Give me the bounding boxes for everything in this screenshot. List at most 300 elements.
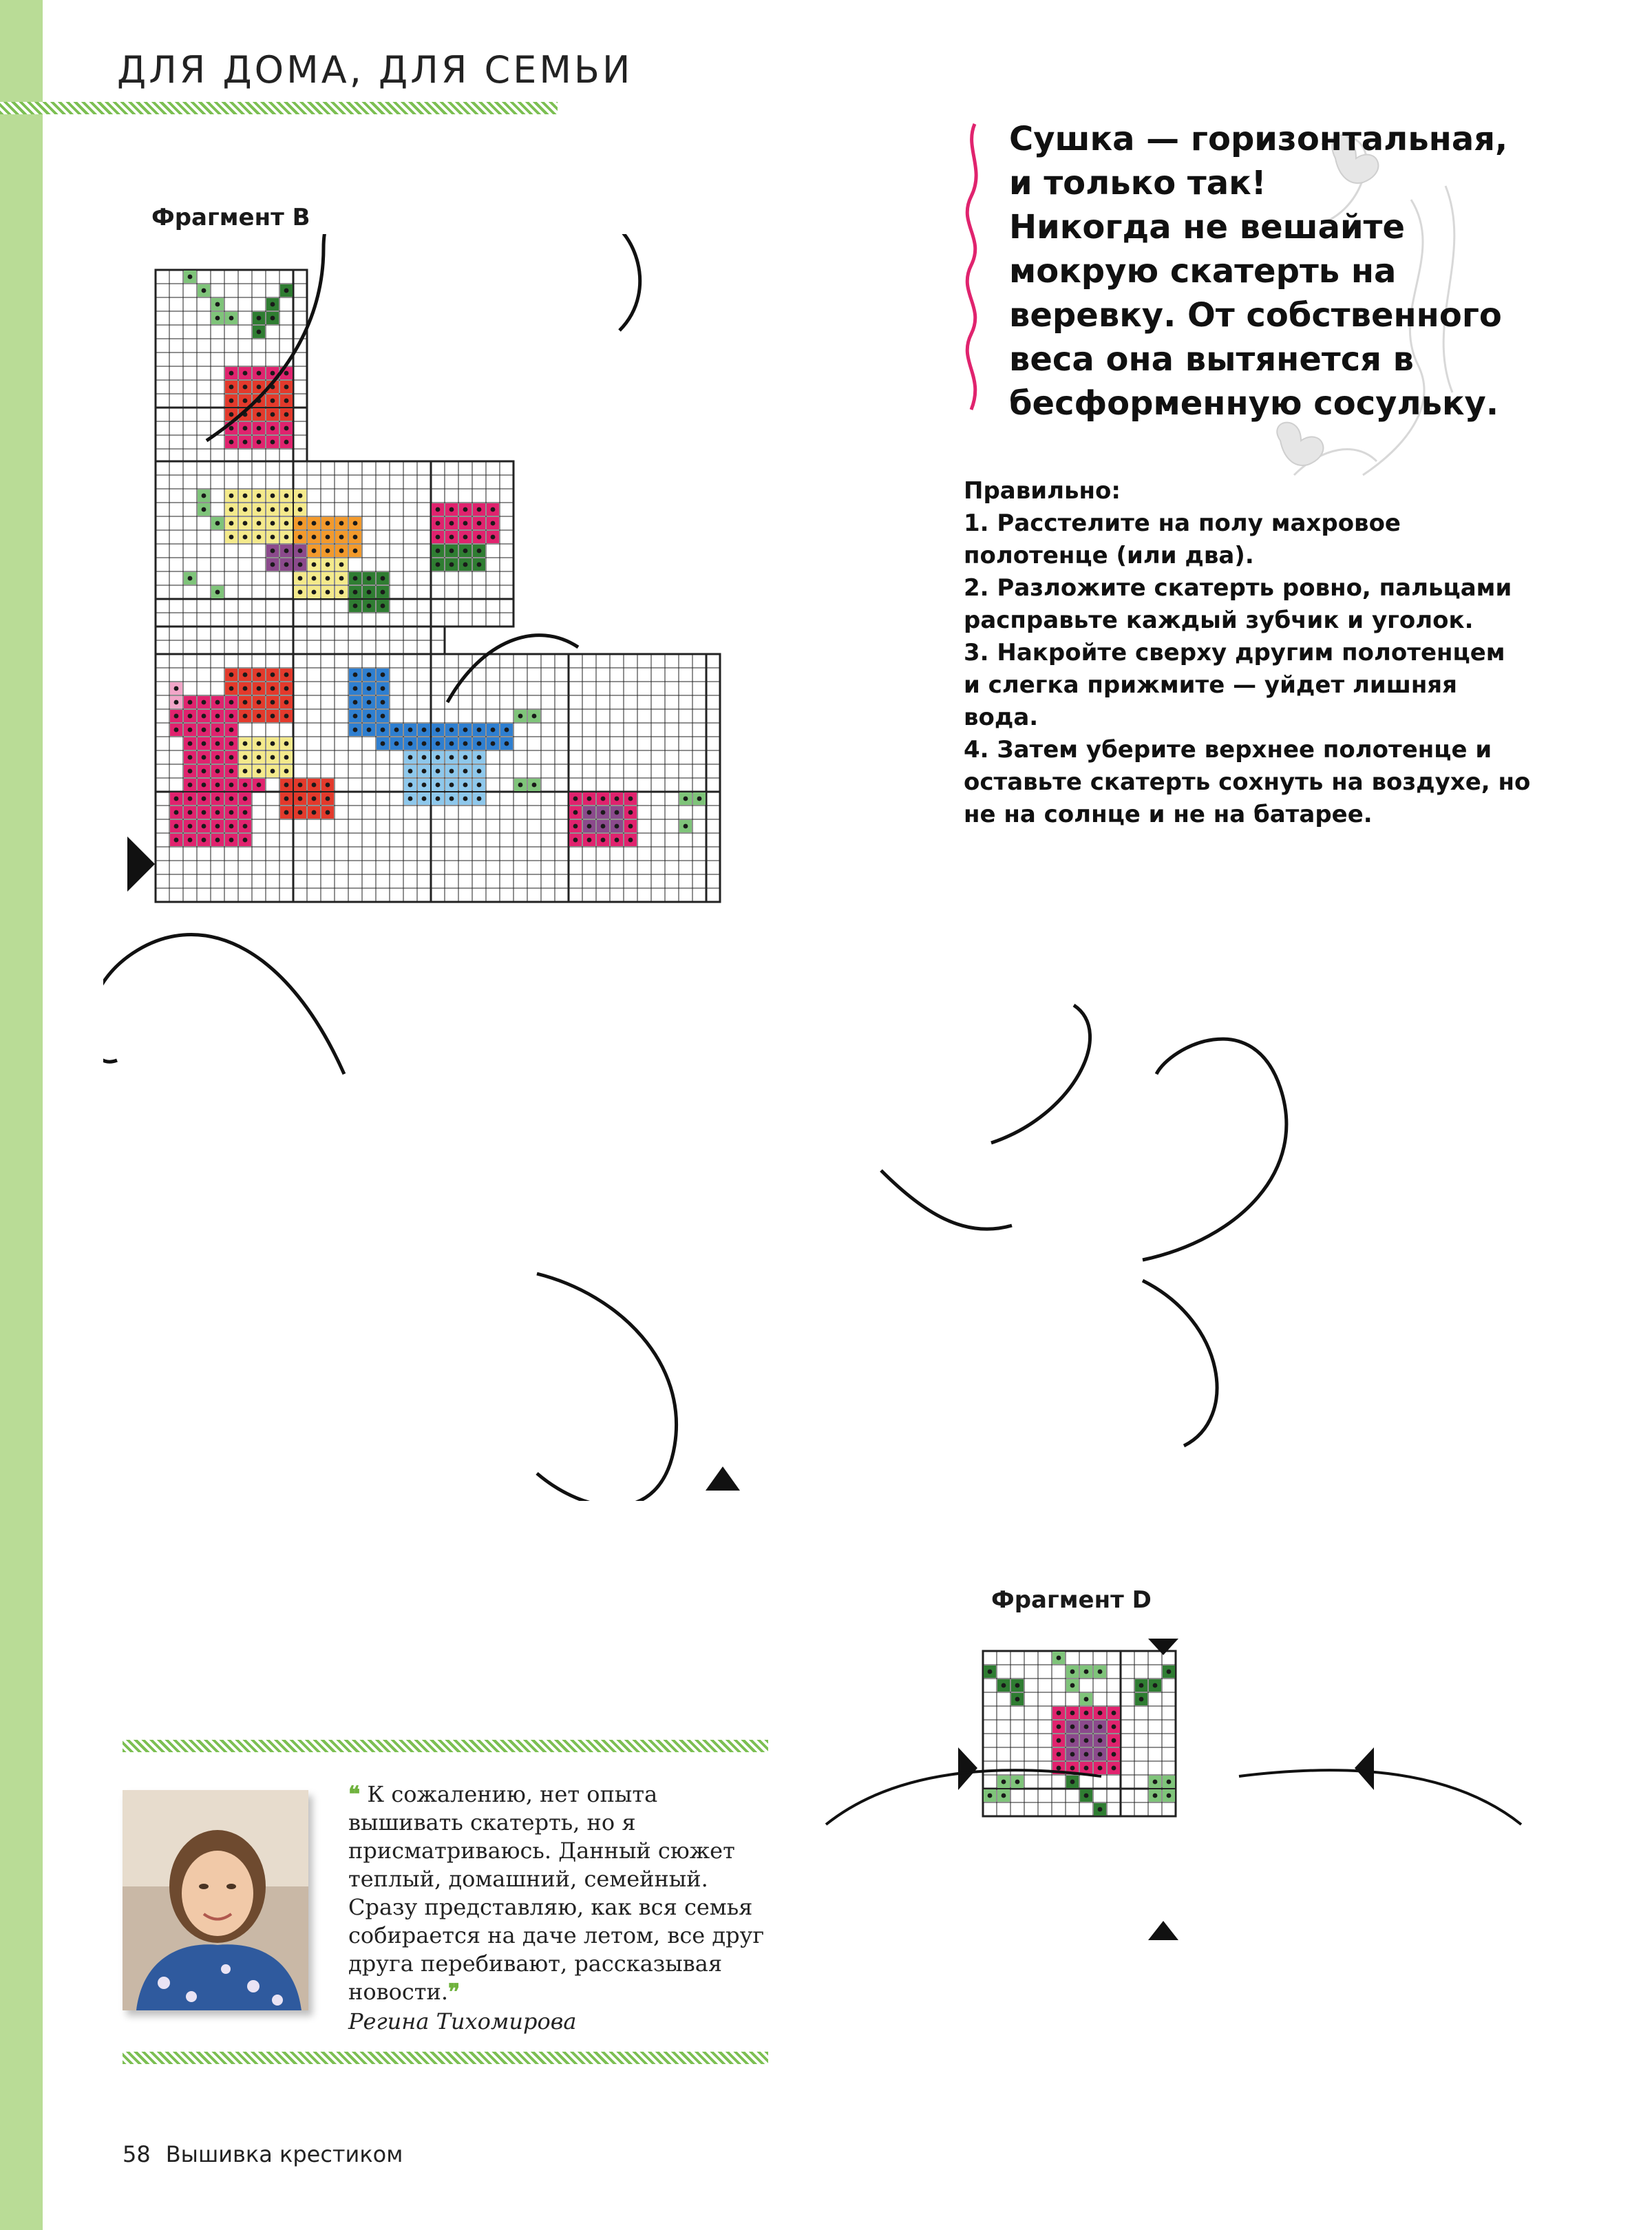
stitch-symbol	[1084, 1766, 1089, 1771]
stitch-symbol	[436, 562, 441, 567]
stitch-symbol	[367, 604, 372, 609]
stitch-symbol	[243, 824, 248, 829]
stitch-symbol	[1098, 1725, 1103, 1729]
quote-line: друга перебивают, рассказывая	[348, 1950, 722, 1977]
stitch-symbol	[271, 673, 275, 677]
stitch-symbol	[243, 426, 248, 431]
stitch-symbol	[243, 783, 248, 788]
stitch-symbol	[339, 549, 344, 554]
magazine-title: Вышивка крестиком	[165, 2141, 403, 2167]
instruction-line: 3. Накройте сверху другим полотенцем	[964, 639, 1505, 666]
stitch-symbol	[449, 741, 454, 746]
stitch-symbol	[436, 521, 441, 526]
stitch-symbol	[243, 371, 248, 376]
stitch-symbol	[491, 507, 496, 512]
stitch-symbol	[1057, 1656, 1061, 1661]
stitch-symbol	[298, 576, 303, 581]
stitch-symbol	[436, 549, 441, 554]
instruction-line: не на солнце и не на батарее.	[964, 801, 1373, 828]
stitch-symbol	[573, 838, 578, 843]
stitch-symbol	[408, 769, 413, 774]
stitch-symbol	[436, 755, 441, 760]
stitch-symbol	[697, 797, 702, 801]
stitch-symbol	[1084, 1670, 1089, 1674]
stitch-symbol	[298, 507, 303, 512]
stitch-symbol	[463, 769, 468, 774]
stitch-symbol	[1167, 1780, 1172, 1785]
center-arrow-icon	[1355, 1747, 1374, 1790]
stitch-symbol	[215, 302, 220, 307]
tip-bracket-icon	[961, 120, 988, 423]
stitch-symbol	[1153, 1683, 1158, 1688]
stitch-symbol	[188, 700, 193, 705]
stitch-symbol	[988, 1670, 993, 1674]
stitch-symbol	[257, 330, 262, 335]
close-quote-icon: ❞	[448, 1979, 460, 2005]
stitch-symbol	[229, 741, 234, 746]
stitch-symbol	[229, 824, 234, 829]
tip-line: и только так!	[1009, 164, 1267, 202]
quote-line: собирается на даче летом, все друг	[348, 1922, 765, 1948]
tip-line: веревку. От собственного	[1009, 296, 1502, 335]
stitch-symbol	[408, 797, 413, 801]
stitch-symbol	[1139, 1683, 1144, 1688]
stitch-symbol	[532, 783, 537, 788]
stitch-symbol	[477, 769, 482, 774]
stitch-symbol	[628, 810, 633, 815]
stitch-symbol	[326, 797, 330, 801]
swirl-stroke	[1143, 1281, 1217, 1446]
swirl-stroke	[103, 935, 344, 1075]
stitch-symbol	[381, 700, 385, 705]
stitch-symbol	[202, 728, 206, 733]
center-arrow-icon	[706, 1466, 740, 1491]
stitch-symbol	[477, 549, 482, 554]
stitch-symbol	[477, 728, 482, 733]
stitch-symbol	[243, 769, 248, 774]
stitch-symbol	[229, 700, 234, 705]
stitch-symbol	[518, 714, 523, 719]
stitch-symbol	[422, 769, 427, 774]
stitch-symbol	[615, 824, 620, 829]
stitch-symbol	[284, 741, 289, 746]
stitch-symbol	[243, 521, 248, 526]
instruction-line: 1. Расстелите на полу махровое	[964, 509, 1401, 537]
stitch-symbol	[477, 755, 482, 760]
stitch-symbol	[367, 714, 372, 719]
stitch-symbol	[367, 576, 372, 581]
stitch-symbol	[271, 714, 275, 719]
open-quote-icon: ❝	[348, 1781, 361, 1807]
stitch-symbol	[1153, 1780, 1158, 1785]
stitch-symbol	[449, 783, 454, 788]
stitch-symbol	[271, 371, 275, 376]
stitch-symbol	[1112, 1725, 1116, 1729]
quote-top-band	[123, 1740, 768, 1752]
stitch-symbol	[243, 741, 248, 746]
stitch-symbol	[518, 783, 523, 788]
stitch-symbol	[188, 783, 193, 788]
side-color-strip	[0, 0, 43, 2230]
stitch-symbol	[188, 824, 193, 829]
stitch-symbol	[353, 535, 358, 540]
stitch-symbol	[436, 769, 441, 774]
instruction-line: вода.	[964, 704, 1039, 731]
swirl-stroke	[1239, 1770, 1521, 1824]
stitch-symbol	[408, 728, 413, 733]
fragment-d-label: Фрагмент D	[991, 1586, 1152, 1614]
stitch-symbol	[215, 741, 220, 746]
stitch-symbol	[367, 700, 372, 705]
stitch-symbol	[477, 535, 482, 540]
stitch-symbol	[257, 494, 262, 498]
header-decorative-band	[0, 102, 558, 114]
stitch-symbol	[1002, 1683, 1006, 1688]
stitch-symbol	[215, 728, 220, 733]
stitch-symbol	[367, 686, 372, 691]
center-arrow-icon	[1148, 1921, 1178, 1940]
stitch-symbol	[449, 755, 454, 760]
tip-text	[1009, 117, 1546, 425]
stitch-symbol	[587, 838, 592, 843]
stitch-symbol	[271, 426, 275, 431]
stitch-symbol	[353, 673, 358, 677]
stitch-symbol	[1057, 1766, 1061, 1771]
stitch-symbol	[615, 838, 620, 843]
stitch-symbol	[312, 783, 317, 788]
stitch-symbol	[257, 426, 262, 431]
stitch-symbol	[243, 714, 248, 719]
stitch-symbol	[1084, 1752, 1089, 1757]
stitch-symbol	[1084, 1738, 1089, 1743]
stitch-symbol	[587, 810, 592, 815]
stitch-symbol	[271, 494, 275, 498]
stitch-symbol	[188, 275, 193, 280]
stitch-symbol	[491, 728, 496, 733]
stitch-symbol	[339, 535, 344, 540]
stitch-symbol	[271, 741, 275, 746]
stitch-symbol	[463, 741, 468, 746]
stitch-symbol	[532, 714, 537, 719]
page-number: 58	[123, 2141, 151, 2167]
stitch-symbol	[284, 700, 289, 705]
quote-line: новости.	[348, 1979, 448, 2005]
stitch-symbol	[271, 549, 275, 554]
stitch-symbol	[436, 507, 441, 512]
stitch-symbol	[257, 507, 262, 512]
stitch-symbol	[573, 810, 578, 815]
stitch-symbol	[463, 521, 468, 526]
stitch-symbol	[215, 755, 220, 760]
stitch-symbol	[422, 741, 427, 746]
center-arrow-icon	[127, 837, 155, 892]
stitch-symbol	[353, 728, 358, 733]
stitch-symbol	[188, 714, 193, 719]
stitch-symbol	[271, 755, 275, 760]
stitch-symbol	[188, 810, 193, 815]
stitch-symbol	[202, 700, 206, 705]
stitch-symbol	[1084, 1711, 1089, 1716]
stitch-symbol	[229, 521, 234, 526]
stitch-symbol	[271, 562, 275, 567]
stitch-symbol	[298, 797, 303, 801]
swirl-stroke	[881, 1170, 1012, 1229]
stitch-symbol	[257, 440, 262, 445]
instruction-line: полотенце (или два).	[964, 542, 1254, 569]
stitch-symbol	[215, 590, 220, 595]
stitch-symbol	[1084, 1794, 1089, 1798]
stitch-symbol	[1057, 1725, 1061, 1729]
stitch-symbol	[271, 700, 275, 705]
stitch-symbol	[449, 549, 454, 554]
stitch-symbol	[684, 797, 688, 801]
stitch-symbol	[988, 1794, 993, 1798]
stitch-symbol	[477, 507, 482, 512]
stitch-symbol	[491, 521, 496, 526]
stitch-symbol	[422, 783, 427, 788]
stitch-symbol	[326, 521, 330, 526]
stitch-symbol	[463, 562, 468, 567]
stitch-symbol	[229, 783, 234, 788]
stitch-symbol	[449, 797, 454, 801]
stitch-symbol	[298, 494, 303, 498]
stitch-symbol	[312, 521, 317, 526]
stitch-symbol	[257, 755, 262, 760]
stitch-symbol	[202, 288, 206, 293]
stitch-grid	[983, 1651, 1176, 1816]
instruction-line: и слегка прижмите — уйдет лишняя	[964, 671, 1457, 699]
quote-line: вышивать скатерть, но я	[348, 1809, 636, 1835]
stitch-symbol	[381, 714, 385, 719]
stitch-symbol	[339, 521, 344, 526]
stitch-symbol	[1015, 1683, 1020, 1688]
swirl-stroke	[592, 234, 640, 330]
stitch-symbol	[271, 686, 275, 691]
stitch-symbol	[284, 521, 289, 526]
stitch-symbol	[257, 700, 262, 705]
stitch-symbol	[381, 576, 385, 581]
stitch-symbol	[284, 686, 289, 691]
stitch-symbol	[202, 769, 206, 774]
stitch-symbol	[367, 673, 372, 677]
stitch-symbol	[229, 755, 234, 760]
stitch-symbol	[491, 741, 496, 746]
stitch-symbol	[215, 797, 220, 801]
stitch-symbol	[215, 521, 220, 526]
stitch-symbol	[188, 728, 193, 733]
stitch-symbol	[326, 562, 330, 567]
reader-quote	[348, 1780, 775, 2036]
stitch-symbol	[229, 769, 234, 774]
stitch-symbol	[1070, 1780, 1075, 1785]
stitch-symbol	[243, 440, 248, 445]
stitch-symbol	[284, 426, 289, 431]
stitch-symbol	[284, 797, 289, 801]
stitch-symbol	[215, 700, 220, 705]
stitch-symbol	[601, 824, 606, 829]
stitch-symbol	[353, 576, 358, 581]
stitch-symbol	[615, 797, 620, 801]
stitch-symbol	[628, 838, 633, 843]
stitch-symbol	[202, 824, 206, 829]
stitch-symbol	[271, 769, 275, 774]
stitch-symbol	[1015, 1697, 1020, 1702]
stitch-symbol	[1070, 1683, 1075, 1688]
stitch-symbol	[1057, 1738, 1061, 1743]
stitch-symbol	[367, 728, 372, 733]
stitch-grid	[156, 654, 720, 902]
stitch-symbol	[1098, 1711, 1103, 1716]
stitch-symbol	[477, 797, 482, 801]
center-arrow-icon	[958, 1747, 977, 1790]
quote-author: Регина Тихомирова	[348, 2008, 577, 2034]
stitch-symbol	[1112, 1711, 1116, 1716]
stitch-symbol	[257, 521, 262, 526]
stitch-symbol	[1070, 1725, 1075, 1729]
stitch-symbol	[436, 741, 441, 746]
tip-line: мокрую скатерть на	[1009, 252, 1397, 291]
stitch-symbol	[1070, 1752, 1075, 1757]
stitch-symbol	[1070, 1766, 1075, 1771]
stitch-symbol	[477, 562, 482, 567]
stitch-symbol	[573, 824, 578, 829]
stitch-symbol	[449, 728, 454, 733]
stitch-symbol	[229, 507, 234, 512]
stitch-symbol	[202, 755, 206, 760]
stitch-symbol	[505, 741, 509, 746]
tip-line: бесформенную сосульку.	[1009, 384, 1499, 423]
stitch-symbol	[284, 288, 289, 293]
stitch-symbol	[271, 521, 275, 526]
stitch-symbol	[215, 783, 220, 788]
stitch-symbol	[202, 494, 206, 498]
stitch-symbol	[271, 440, 275, 445]
stitch-symbol	[353, 714, 358, 719]
stitch-symbol	[381, 741, 385, 746]
stitch-symbol	[463, 728, 468, 733]
stitch-symbol	[601, 838, 606, 843]
drying-instructions	[964, 475, 1542, 831]
stitch-symbol	[229, 810, 234, 815]
stitch-symbol	[1098, 1670, 1103, 1674]
stitch-symbol	[436, 535, 441, 540]
stitch-symbol	[174, 700, 179, 705]
stitch-symbol	[229, 535, 234, 540]
stitch-symbol	[298, 783, 303, 788]
stitch-symbol	[271, 507, 275, 512]
stitch-symbol	[326, 535, 330, 540]
stitch-symbol	[312, 549, 317, 554]
stitch-symbol	[257, 783, 262, 788]
stitch-symbol	[284, 810, 289, 815]
stitch-symbol	[202, 714, 206, 719]
stitch-grid	[156, 461, 513, 627]
stitch-symbol	[463, 507, 468, 512]
stitch-symbol	[449, 535, 454, 540]
stitch-symbol	[436, 783, 441, 788]
stitch-symbol	[381, 673, 385, 677]
stitch-symbol	[188, 838, 193, 843]
stitch-symbol	[477, 783, 482, 788]
stitch-symbol	[229, 728, 234, 733]
stitch-symbol	[422, 755, 427, 760]
stitch-symbol	[298, 549, 303, 554]
stitch-symbol	[463, 797, 468, 801]
stitch-symbol	[312, 810, 317, 815]
instruction-line: оставьте скатерть сохнуть на воздухе, но	[964, 768, 1531, 796]
stitch-symbol	[463, 535, 468, 540]
stitch-symbol	[1167, 1670, 1172, 1674]
stitch-symbol	[463, 549, 468, 554]
stitch-symbol	[381, 728, 385, 733]
stitch-symbol	[1098, 1752, 1103, 1757]
stitch-symbol	[394, 728, 399, 733]
stitch-symbol	[229, 494, 234, 498]
stitch-symbol	[243, 673, 248, 677]
instruction-line: расправьте каждый зубчик и уголок.	[964, 607, 1474, 634]
stitch-symbol	[408, 741, 413, 746]
stitch-symbol	[353, 686, 358, 691]
stitch-symbol	[1057, 1711, 1061, 1716]
stitch-symbol	[271, 399, 275, 403]
stitch-symbol	[243, 810, 248, 815]
stitch-symbol	[284, 549, 289, 554]
stitch-symbol	[1098, 1766, 1103, 1771]
quote-line: К сожалению, нет опыта	[367, 1781, 658, 1807]
stitch-symbol	[229, 838, 234, 843]
stitch-symbol	[188, 797, 193, 801]
stitch-symbol	[243, 399, 248, 403]
stitch-symbol	[326, 590, 330, 595]
stitch-symbol	[449, 507, 454, 512]
stitch-symbol	[394, 741, 399, 746]
stitch-symbol	[174, 824, 179, 829]
stitch-symbol	[284, 714, 289, 719]
stitch-symbol	[284, 412, 289, 417]
stitch-symbol	[284, 440, 289, 445]
stitch-symbol	[422, 728, 427, 733]
stitch-symbol	[243, 535, 248, 540]
tip-line: веса она вытянется в	[1009, 340, 1415, 379]
stitch-symbol	[628, 824, 633, 829]
stitch-symbol	[436, 728, 441, 733]
tip-line: Никогда не вешайте	[1009, 208, 1406, 246]
stitch-symbol	[339, 562, 344, 567]
stitch-symbol	[381, 604, 385, 609]
stitch-symbol	[257, 412, 262, 417]
stitch-symbol	[587, 797, 592, 801]
stitch-symbol	[601, 797, 606, 801]
stitch-symbol	[215, 838, 220, 843]
stitch-symbol	[312, 535, 317, 540]
fragment-b-label: Фрагмент B	[151, 204, 310, 231]
quote-line: присматриваюсь. Данный сюжет	[348, 1838, 735, 1864]
stitch-symbol	[684, 824, 688, 829]
stitch-symbol	[422, 797, 427, 801]
stitch-symbol	[271, 302, 275, 307]
stitch-symbol	[284, 399, 289, 403]
quote-bottom-band	[123, 2052, 768, 2064]
swirl-stroke	[1143, 1039, 1286, 1260]
stitch-symbol	[463, 783, 468, 788]
stitch-symbol	[298, 521, 303, 526]
stitch-symbol	[229, 371, 234, 376]
stitch-symbol	[436, 797, 441, 801]
stitch-grid	[156, 627, 445, 654]
stitch-symbol	[298, 810, 303, 815]
stitch-symbol	[573, 797, 578, 801]
stitch-symbol	[449, 562, 454, 567]
